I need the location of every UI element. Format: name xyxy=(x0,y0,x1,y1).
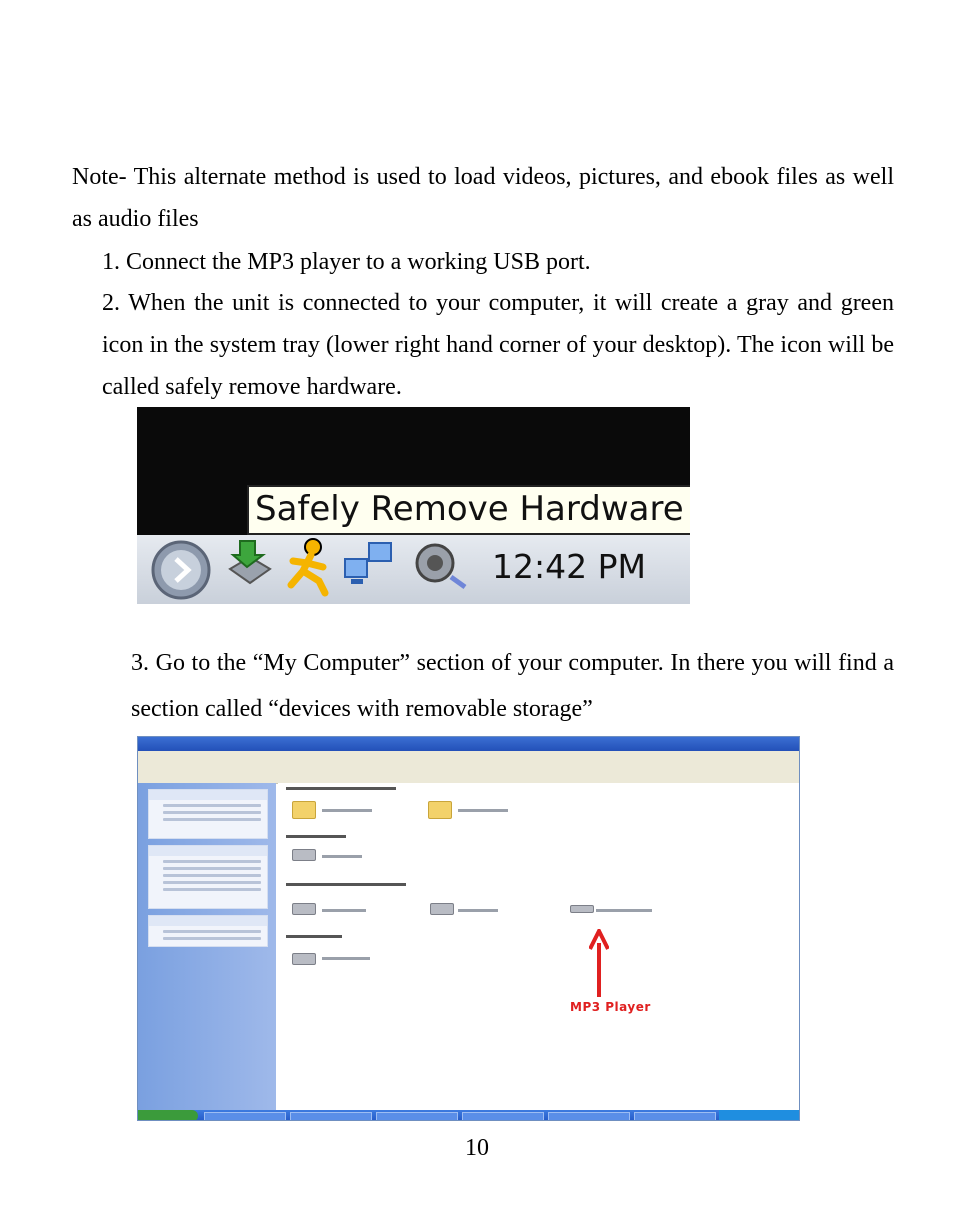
system-tasks-panel xyxy=(148,789,268,839)
window-menubar xyxy=(138,751,799,763)
step-1: 1. Connect the MP3 player to a working USB port. xyxy=(102,249,591,275)
details-panel xyxy=(148,915,268,947)
safely-remove-tooltip: Safely Remove Hardware xyxy=(247,485,690,535)
taskbar-item xyxy=(290,1112,372,1121)
section-header xyxy=(286,835,346,838)
dvd-drive-icon xyxy=(430,903,454,915)
note-paragraph: Note- This alternate method is used to load videos, pictures, and ebook files as well as audio files xyxy=(72,164,894,232)
step-3: 3. Go to the “My Computer” section of your computer. In there you will find a section called “devices with removable storage” xyxy=(131,650,894,722)
network-drive-icon xyxy=(292,953,316,965)
aim-running-man-icon xyxy=(283,537,333,597)
folder-icon xyxy=(292,801,316,819)
taskbar-item xyxy=(548,1112,630,1121)
item-label xyxy=(596,909,652,912)
item-label xyxy=(322,909,366,912)
item-label xyxy=(322,855,362,858)
section-header xyxy=(286,935,342,938)
taskbar-item xyxy=(204,1112,286,1121)
removable-drive-icon xyxy=(292,903,316,915)
removable-disk-icon xyxy=(570,905,594,913)
start-button xyxy=(138,1110,198,1121)
tray-clock: 12:42 PM xyxy=(492,547,646,586)
folder-icon xyxy=(428,801,452,819)
volume-speaker-icon xyxy=(411,537,471,595)
hard-disk-icon xyxy=(292,849,316,861)
window-toolbar xyxy=(138,763,799,784)
taskbar-item xyxy=(634,1112,716,1121)
network-connection-icon xyxy=(341,537,397,593)
section-header xyxy=(286,787,396,790)
section-header xyxy=(286,883,406,886)
item-label xyxy=(322,809,372,812)
show-hidden-icons-icon xyxy=(149,539,213,601)
my-computer-screenshot xyxy=(137,736,800,1121)
item-label xyxy=(458,909,498,912)
mp3-player-annotation: MP3 Player xyxy=(570,1000,651,1014)
step-2: 2. When the unit is connected to your computer, it will create a gray and green icon in the system tray (lower right hand corner of your desktop). The icon will be called safely remove hardware. xyxy=(102,290,894,400)
taskbar-item xyxy=(376,1112,458,1121)
page-number: 10 xyxy=(465,1135,489,1161)
red-arrow-icon xyxy=(589,929,609,999)
taskbar-notification-area xyxy=(719,1110,799,1121)
taskbar-item xyxy=(462,1112,544,1121)
taskbar-tray xyxy=(137,535,690,604)
system-tray-screenshot xyxy=(137,407,690,604)
other-places-panel xyxy=(148,845,268,909)
window-titlebar xyxy=(138,737,799,751)
window-content xyxy=(278,783,799,1110)
item-label xyxy=(322,957,370,960)
task-pane xyxy=(138,783,276,1110)
safely-remove-hardware-icon xyxy=(225,537,275,593)
item-label xyxy=(458,809,508,812)
